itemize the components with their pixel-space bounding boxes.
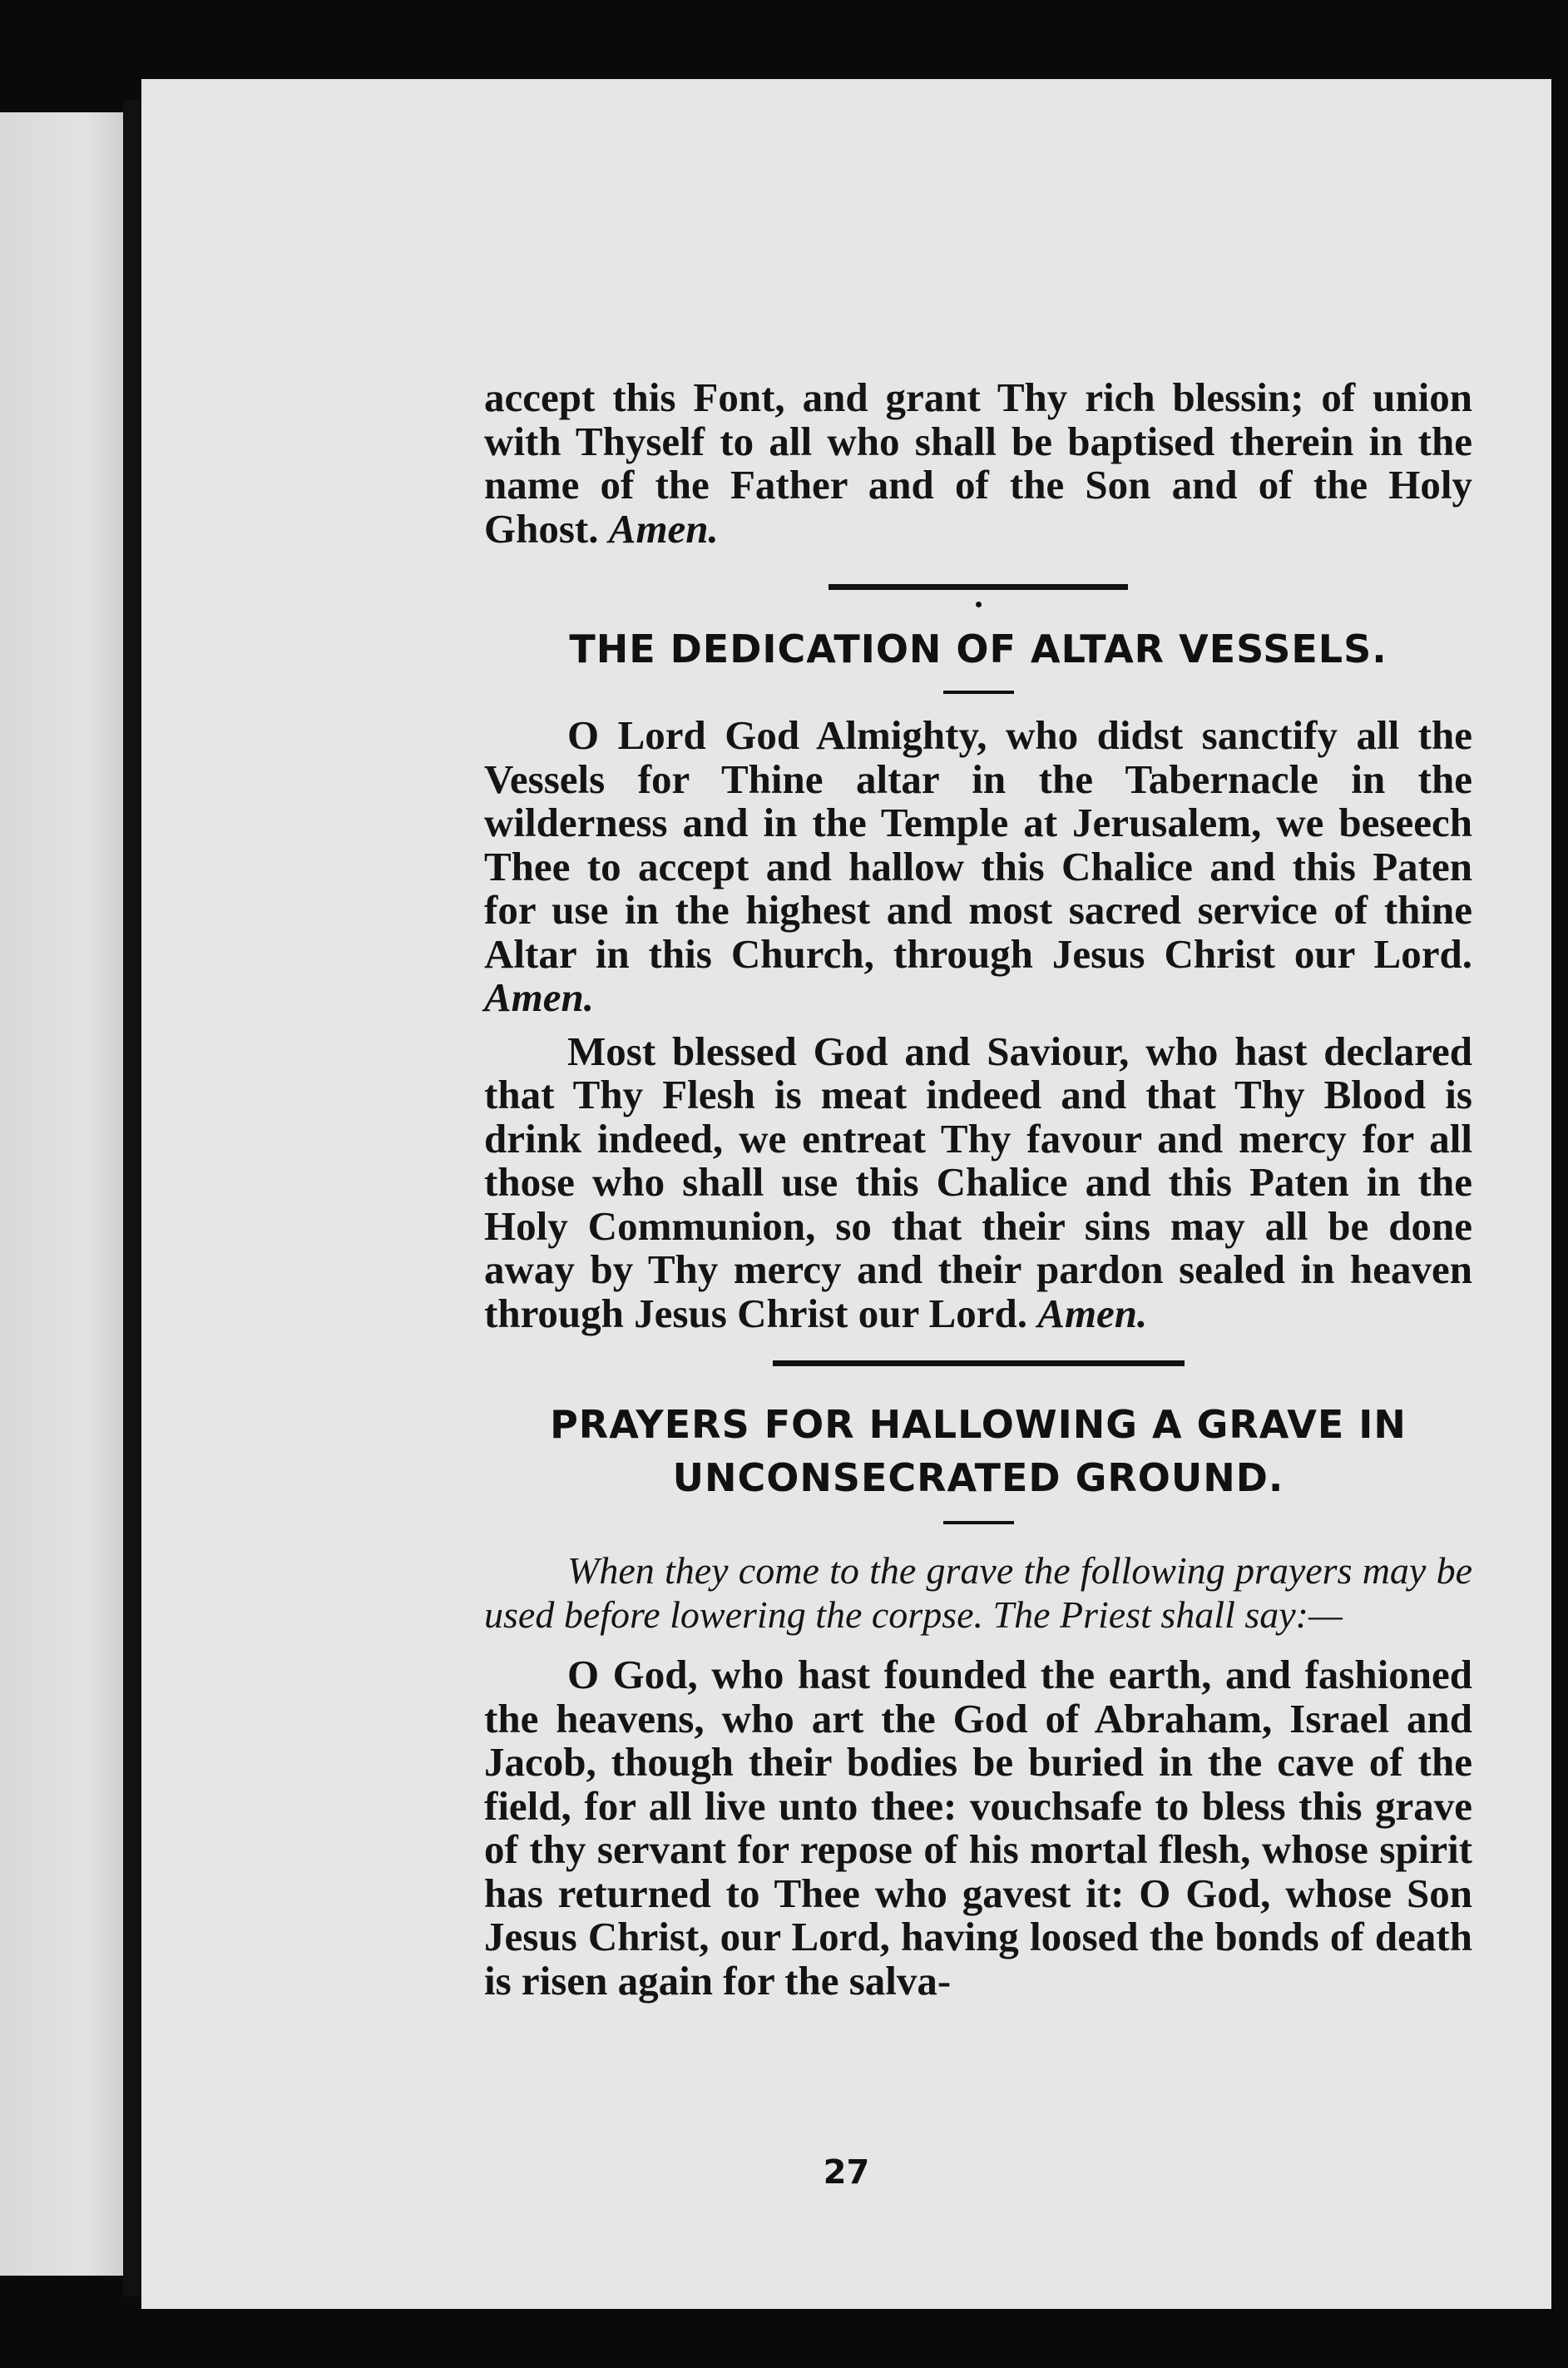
binding-gutter <box>123 100 141 2296</box>
altar-vessels-paragraph-1-amen: Amen. <box>484 974 595 1020</box>
grave-prayer-paragraph: O God, who hast founded the earth, and fashioned the heavens, who art the God of Abraham, Israel and Jacob, though their bodies be buried in the cave of the field, for all live unto thee: vouchsafe to bless this grave of thy servant for repose of his mortal flesh, whose spirit has returned to Thee who gavest it: O God, whose Son Jesus Christ, our Lord, having loosed the bonds of death is risen again for the salva- <box>484 1652 1472 2004</box>
rubric-instruction: When they come to the grave the following prayers may be used before lowering the corpse. The Priest shall say:— <box>484 1549 1472 1636</box>
altar-vessels-paragraph-1 <box>484 714 1472 1020</box>
section-heading-altar-vessels: THE DEDICATION OF ALTAR VESSELS. <box>569 627 1387 671</box>
altar-vessels-paragraph-1-text: O Lord God Almighty, who didst sanctify all the Vessels for Thine altar in the Tabernacle in the wilderness and in the Temple at Jerusalem, we beseech Thee to accept and hallow this Chalice and this Paten for use in the highest and most sacred service of thine Altar in this Church, through Jesus Christ our Lord. <box>484 712 1472 977</box>
previous-page-edge <box>0 112 123 2276</box>
book-page <box>141 79 1551 2309</box>
section-heading-grave-line-1: PRAYERS FOR HALLOWING A GRAVE IN <box>550 1402 1407 1447</box>
divider-dot <box>976 602 982 607</box>
page-number: 27 <box>823 2153 870 2192</box>
heading-underline <box>943 691 1014 694</box>
opening-paragraph-text: accept this Font, and grant Thy rich blessin; of union with Thyself to all who shall be baptised therein in the name of the Father and of the Son and of the Holy Ghost. <box>484 374 1472 552</box>
section-heading-grave-line-2: UNCONSECRATED GROUND. <box>672 1455 1284 1500</box>
section-divider-rule <box>829 584 1128 590</box>
opening-paragraph <box>484 376 1472 551</box>
heading-underline-2 <box>943 1521 1014 1524</box>
opening-amen: Amen. <box>608 505 719 552</box>
section-divider-rule-2 <box>773 1360 1185 1366</box>
altar-vessels-paragraph-2 <box>484 1030 1472 1336</box>
section-heading-grave <box>484 1398 1472 1504</box>
page-content <box>484 376 1472 2003</box>
altar-vessels-paragraph-2-text: Most blessed God and Saviour, who hast declared that Thy Flesh is meat indeed and that Thy Blood is drink indeed, we entreat Thy favour and mercy for all those who shall use this Chalice and this Paten in the Holy Communion, so that their sins may all be done away by Thy mercy and their pardon sealed in heaven through Jesus Christ our Lord. <box>484 1028 1472 1336</box>
altar-vessels-paragraph-2-amen: Amen. <box>1037 1290 1148 1336</box>
